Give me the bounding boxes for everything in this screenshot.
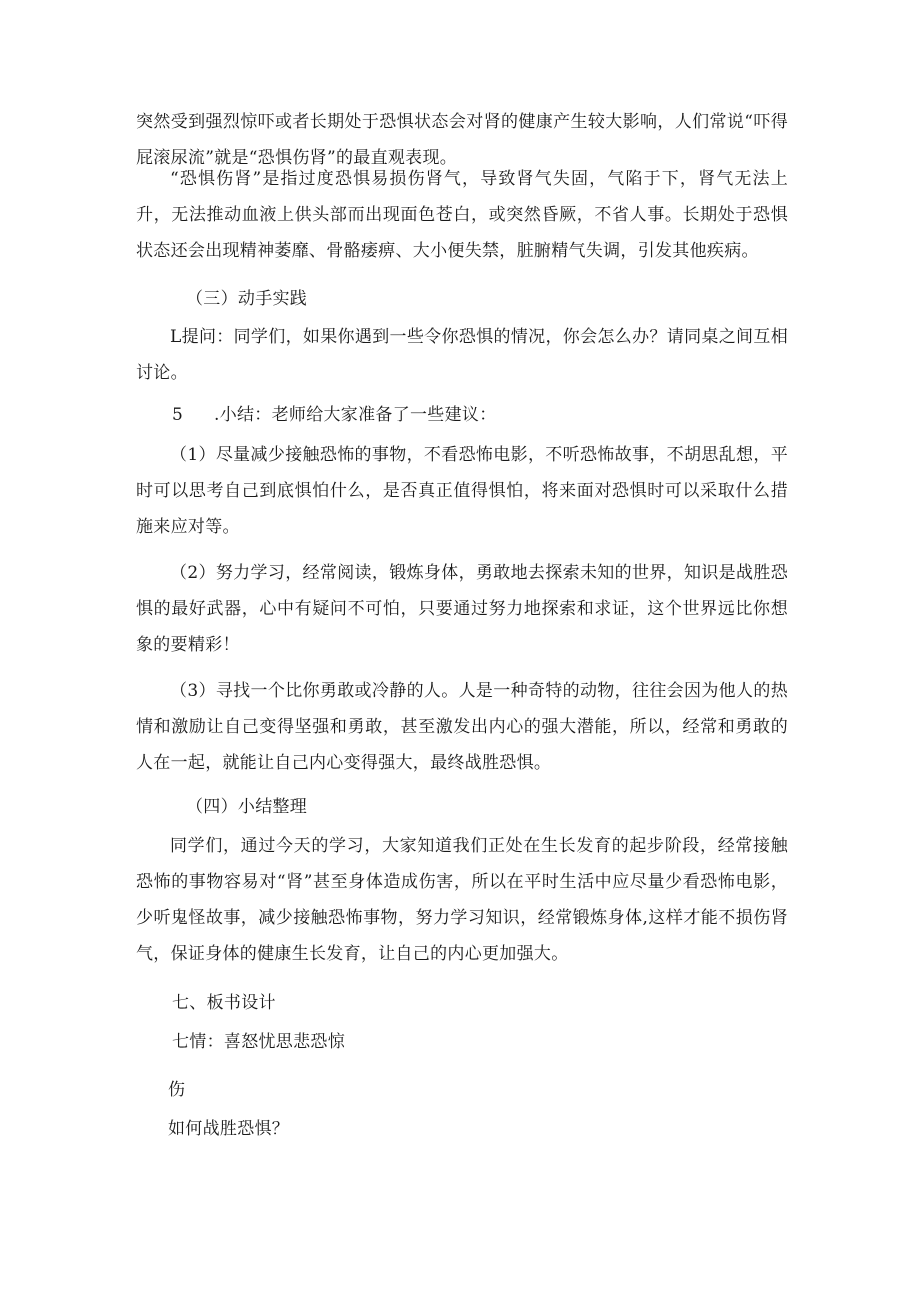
section-heading-board-design: 七、板书设计: [172, 993, 276, 1013]
suggestion-3: （3）寻找一个比你勇敢或冷静的人。人是一种奇特的动物，往往会因为他人的热情和激励让自己变得坚强和勇敢，甚至激发出内心的强大潜能，所以，经常和勇敢的人在一起，就能让自己内心变得强大，最终战胜恐惧。: [136, 681, 788, 773]
paragraph-fear-harms-kidney: “恐惧伤肾”是指过度恐惧易损伤肾气，导致肾气失固，气陷于下，肾气无法上升，无法推动血液上供头部而出现面色苍白，或突然昏厥，不省人事。长期处于恐惧状态还会出现精神萎靡、骨骼痿痹、大小便失禁，脏腑精气失调，引发其他疾病。: [136, 169, 788, 261]
summary-item-number: 5: [172, 405, 184, 425]
paragraph-summary: 同学们，通过今天的学习，大家知道我们正处在生长发育的起步阶段，经常接触恐怖的事物容易对“肾”甚至身体造成伤害，所以在平时生活中应尽量少看恐怖电影，少听鬼怪故事，减少接触恐怖事物，努力学习知识，经常锻炼身体,这样才能不损伤肾气，保证身体的健康生长发育，让自己的内心更加强大。: [136, 836, 788, 964]
board-line-seven-emotions: 七情：喜怒忧思悲恐惊: [172, 1032, 345, 1052]
section-heading-summary: （四）小结整理: [186, 797, 308, 817]
board-line-question: 如何战胜恐惧？: [168, 1119, 290, 1139]
suggestion-1: （1）尽量减少接触恐怖的事物，不看恐怖电影，不听恐怖故事，不胡思乱想，平时可以思考自己到底惧怕什么，是否真正值得惧怕，将来面对恐惧时可以采取什么措施来应对等。: [136, 445, 788, 537]
question-item: L提问：同学们，如果你遇到一些令你恐惧的情况，你会怎么办？请同桌之间互相讨论。: [136, 327, 788, 383]
suggestion-2: （2）努力学习，经常阅读，锻炼身体，勇敢地去探索未知的世界，知识是战胜恐惧的最好武器，心中有疑问不可怕，只要通过努力地探索和求证，这个世界远比你想象的要精彩！: [136, 563, 788, 655]
board-line-harm: 伤: [168, 1080, 186, 1100]
summary-item-text: .小结：老师给大家准备了一些建议：: [214, 405, 497, 425]
section-heading-practice: （三）动手实践: [186, 289, 308, 309]
paragraph-intro: 突然受到强烈惊吓或者长期处于恐惧状态会对肾的健康产生较大影响，人们常说“吓得屁滚尿流”就是“恐惧伤肾”的最直观表现。: [136, 112, 788, 168]
